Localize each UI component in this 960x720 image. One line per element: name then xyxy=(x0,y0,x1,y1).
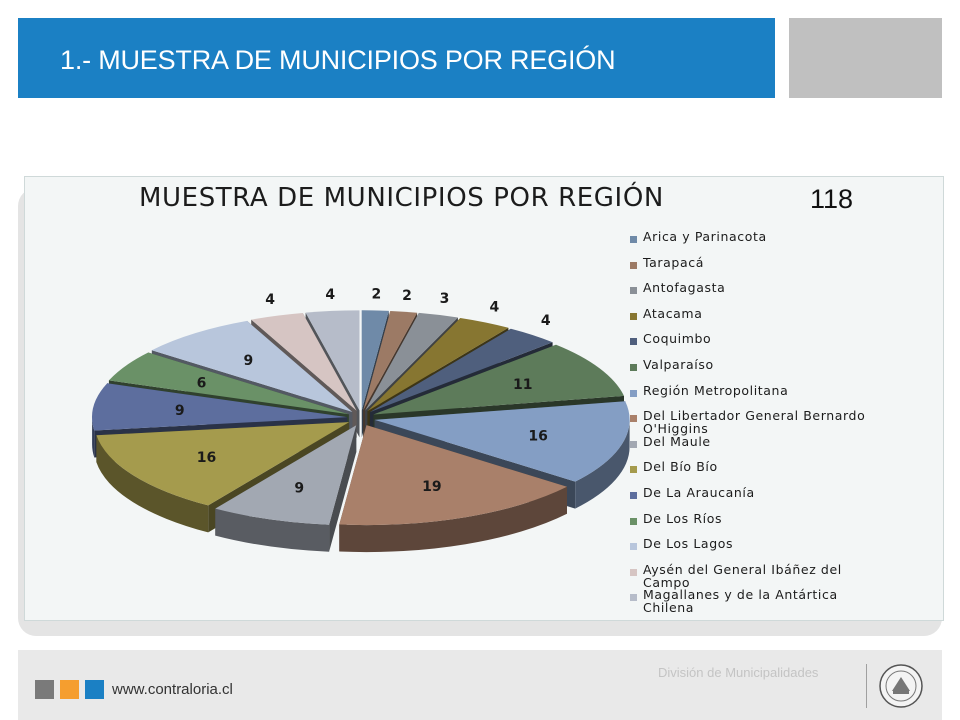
chart-total: 118 xyxy=(810,184,854,214)
header-grey-block xyxy=(789,18,942,98)
title-bar xyxy=(18,18,775,98)
legend-swatch-icon xyxy=(630,415,637,422)
legend-label: Aysén del General Ibáñez del Campo xyxy=(643,561,842,590)
legend-swatch-icon xyxy=(630,338,637,345)
legend-label: Atacama xyxy=(643,305,703,321)
legend-label: Del Bío Bío xyxy=(643,459,718,475)
pie-value-label: 9 xyxy=(243,353,254,369)
chart-title: MUESTRA DE MUNICIPIOS POR REGIÓN xyxy=(139,183,664,213)
legend-swatch-icon xyxy=(630,364,637,371)
orange-square-icon xyxy=(60,680,79,699)
legend-swatch-icon xyxy=(630,390,637,397)
pie-value-label: 2 xyxy=(402,287,412,304)
pie-value-label: 3 xyxy=(439,291,450,308)
slide-title: 1.- MUESTRA DE MUNICIPIOS POR REGIÓN xyxy=(60,45,616,75)
legend-label: De Los Lagos xyxy=(643,536,734,552)
legend-swatch-icon xyxy=(630,287,637,294)
pie-value-label: 4 xyxy=(540,312,551,329)
pie-value-label: 16 xyxy=(528,428,548,445)
legend-label: De Los Ríos xyxy=(643,510,723,526)
pie-value-label: 9 xyxy=(174,403,185,420)
legend-swatch-icon xyxy=(630,569,637,576)
legend-swatch-icon xyxy=(630,594,637,601)
blue-square-icon xyxy=(85,680,104,699)
legend-label: Del Maule xyxy=(643,433,711,449)
legend-swatch-icon xyxy=(630,441,637,448)
legend-label: Magallanes y de la Antártica Chilena xyxy=(643,587,838,616)
legend-swatch-icon xyxy=(630,313,637,320)
pie-value-label: 9 xyxy=(294,480,305,497)
legend-label: De La Araucanía xyxy=(643,485,755,500)
pie-value-label: 4 xyxy=(265,292,275,309)
legend-swatch-icon xyxy=(630,518,637,525)
legend-label: Coquimbo xyxy=(643,331,712,347)
pie-value-label: 19 xyxy=(422,478,442,495)
chart-area xyxy=(24,176,944,621)
legend-label: Región Metropolitana xyxy=(643,382,789,398)
grey-square-icon xyxy=(35,680,54,699)
footer-bar xyxy=(18,650,942,720)
legend-label: Arica y Parinacota xyxy=(643,229,767,244)
legend-label: Valparaíso xyxy=(643,357,714,372)
pie-value-label: 2 xyxy=(371,286,382,303)
pie-value-label: 16 xyxy=(196,450,217,467)
pie-value-label: 11 xyxy=(513,377,533,393)
legend-label: Tarapacá xyxy=(643,254,704,270)
legend-swatch-icon xyxy=(630,466,637,473)
pie-value-label: 6 xyxy=(196,375,207,392)
pie-chart xyxy=(25,177,943,620)
legend-swatch-icon xyxy=(630,236,637,243)
footer-url: www.contraloria.cl xyxy=(112,681,233,698)
legend-label: Antofagasta xyxy=(643,280,726,296)
legend-swatch-icon xyxy=(630,492,637,499)
pie-value-label: 4 xyxy=(325,287,336,303)
footer-division: División de Municipalidades xyxy=(658,665,819,680)
legend-label: Del Libertador General Bernardo O'Higgins xyxy=(643,408,866,437)
contraloria-seal-icon xyxy=(878,663,924,709)
legend-swatch-icon xyxy=(630,262,637,269)
legend-swatch-icon xyxy=(630,543,637,550)
pie-value-label: 4 xyxy=(489,299,500,316)
footer-divider xyxy=(866,664,867,708)
